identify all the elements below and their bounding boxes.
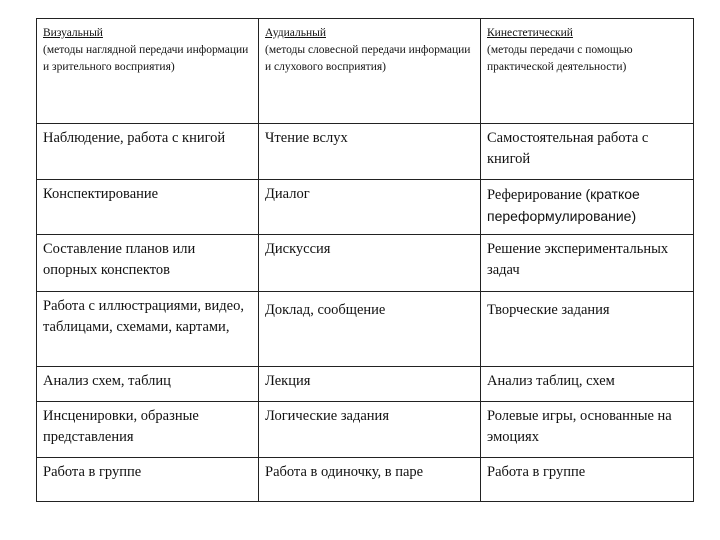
table-cell (259, 180, 481, 235)
teaching-methods-table (36, 18, 694, 502)
table-row (37, 292, 694, 367)
table-row (37, 235, 694, 292)
cell-text: Анализ схем, таблиц (43, 373, 171, 389)
table-cell (481, 458, 694, 502)
table-cell (37, 367, 259, 402)
table-cell (259, 124, 481, 180)
table-row (37, 402, 694, 458)
table-row (37, 458, 694, 502)
header-description: (методы передачи с помощью практической деятельности) (487, 44, 633, 73)
header-title: Визуальный (43, 27, 103, 39)
cell-text: Логические задания (265, 408, 389, 424)
cell-text: Творческие задания (487, 302, 610, 318)
cell-text: Дискуссия (265, 241, 331, 257)
table-cell (481, 367, 694, 402)
cell-text: Наблюдение, работа с книгой (43, 130, 226, 146)
header-row (37, 19, 694, 124)
table-cell (37, 402, 259, 458)
table-cell (37, 180, 259, 235)
cell-text: Конспектирование (43, 186, 159, 202)
header-description: (методы наглядной передачи информации и зрительного восприятия) (43, 44, 249, 73)
header-title: Кинестетический (487, 27, 573, 39)
table-cell (481, 235, 694, 292)
cell-text: Работа в группе (43, 464, 142, 480)
table-cell (481, 124, 694, 180)
header-cell-kinesthetic (481, 19, 694, 124)
cell-text: Анализ таблиц, схем (487, 373, 615, 389)
table-cell (259, 367, 481, 402)
table-row (37, 124, 694, 180)
cell-text: Работа с иллюстрациями, видео, таблицами, схемами, картами, (43, 298, 244, 335)
table-cell (37, 458, 259, 502)
table-row (37, 367, 694, 402)
cell-text-note: (краткое переформулирование) (487, 186, 640, 224)
table-cell (481, 402, 694, 458)
cell-text: Работа в группе (487, 464, 586, 480)
table-cell (37, 292, 259, 367)
cell-text: Ролевые игры, основанные на эмоциях (487, 408, 672, 445)
table-cell (259, 458, 481, 502)
table-cell (259, 402, 481, 458)
header-cell-visual (37, 19, 259, 124)
cell-text: Самостоятельная работа с книгой (487, 130, 649, 167)
cell-text: Составление планов или опорных конспектов (43, 241, 196, 278)
header-title: Аудиальный (265, 27, 326, 39)
table-cell (259, 292, 481, 367)
table-row (37, 180, 694, 235)
cell-text: Решение экспериментальных задач (487, 241, 669, 278)
table-cell (481, 292, 694, 367)
table-cell (37, 235, 259, 292)
cell-text: Реферирование (487, 187, 582, 203)
table-cell (259, 235, 481, 292)
cell-text: Инсценировки, образные представления (43, 408, 199, 445)
table-cell (481, 180, 694, 235)
cell-text: Диалог (265, 186, 310, 202)
header-description: (методы словесной передачи информации и слухового восприятия) (265, 44, 471, 73)
cell-text: Лекция (265, 373, 311, 389)
cell-text: Чтение вслух (265, 130, 348, 146)
table-cell (37, 124, 259, 180)
header-cell-audial (259, 19, 481, 124)
cell-text: Работа в одиночку, в паре (265, 464, 424, 480)
cell-text: Доклад, сообщение (265, 302, 386, 318)
